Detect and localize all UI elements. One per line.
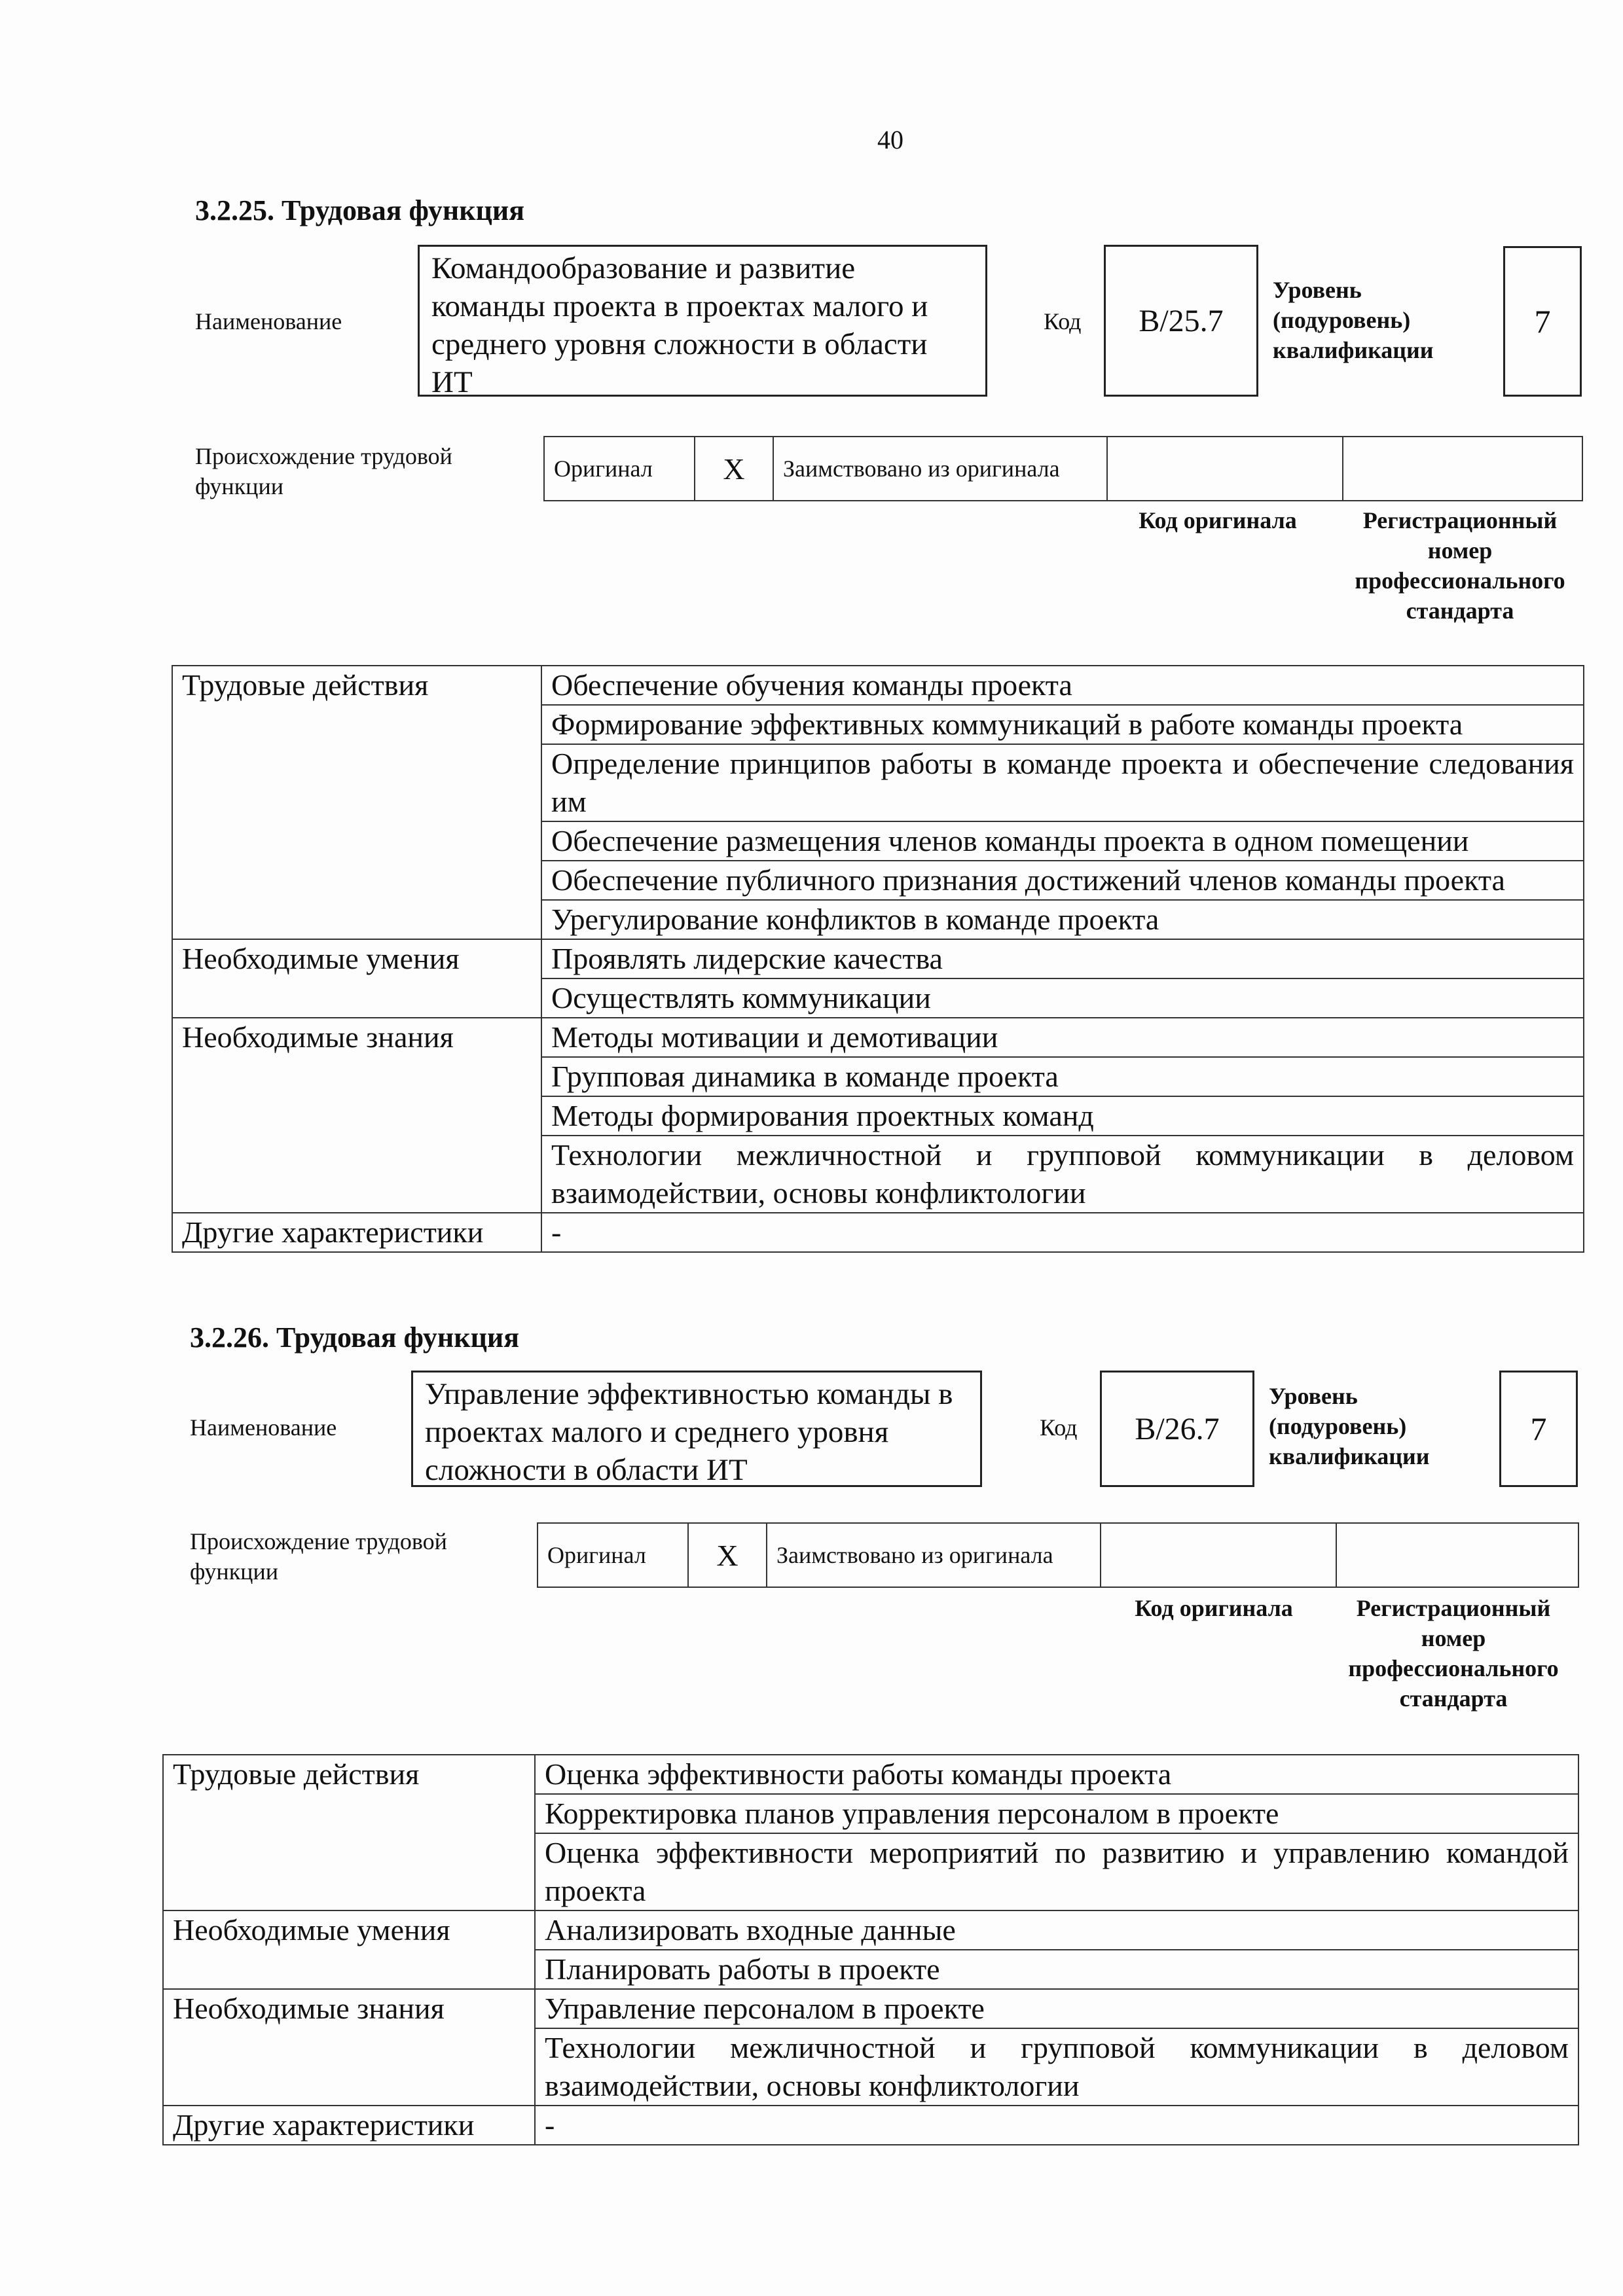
table-row bbox=[163, 2106, 1578, 2145]
section-title: 3.2.26. Трудовая функция bbox=[190, 1321, 520, 1354]
origin-table bbox=[543, 436, 1583, 501]
table-row bbox=[163, 1989, 1578, 2028]
list-item: Проявлять лидерские качества bbox=[541, 939, 1584, 978]
origin-borrowed: Заимствовано из оригинала bbox=[773, 437, 1107, 501]
list-item: Методы формирования проектных команд bbox=[541, 1096, 1584, 1136]
list-item: Технологии межличностной и групповой коммуникации в деловом взаимодействии, основы конфликтологии bbox=[541, 1136, 1584, 1213]
table-row bbox=[172, 666, 1584, 705]
row-header: Необходимые знания bbox=[172, 1018, 541, 1213]
list-item: Формирование эффективных коммуникаций в работе команды проекта bbox=[541, 705, 1584, 744]
origin-mark: X bbox=[695, 437, 773, 501]
level-label: Уровень (подуровень) квалификации bbox=[1269, 1383, 1430, 1469]
code-value: B/25.7 bbox=[1139, 303, 1224, 338]
list-item: Урегулирование конфликтов в команде проекта bbox=[541, 900, 1584, 939]
origin-code-cell bbox=[1107, 437, 1343, 501]
origin-label: Происхождение трудовой функции bbox=[195, 443, 452, 499]
code-original-caption: Код оригинала bbox=[1139, 507, 1297, 533]
table-row bbox=[163, 1910, 1578, 1950]
code-box bbox=[1100, 1371, 1254, 1487]
row-header: Трудовые действия bbox=[172, 666, 541, 939]
level-box bbox=[1499, 1371, 1578, 1487]
origin-code-cell bbox=[1101, 1523, 1336, 1587]
code-label: Код bbox=[1044, 308, 1082, 334]
list-item: Групповая динамика в команде проекта bbox=[541, 1057, 1584, 1096]
row-header: Необходимые умения bbox=[163, 1910, 535, 1989]
list-item: Обеспечение публичного признания достижений членов команды проекта bbox=[541, 861, 1584, 900]
row-header: Трудовые действия bbox=[163, 1755, 535, 1910]
list-item: Обеспечение обучения команды проекта bbox=[541, 666, 1584, 705]
page-number: 40 bbox=[877, 125, 903, 154]
origin-reg-cell bbox=[1336, 1523, 1578, 1587]
code-value: B/26.7 bbox=[1135, 1411, 1220, 1446]
level-value: 7 bbox=[1530, 1410, 1547, 1447]
row-header: Необходимые умения bbox=[172, 939, 541, 1018]
table-row bbox=[172, 1213, 1584, 1252]
function-name: Командообразование и развитие команды проекта в проектах малого и среднего уровня сложности в области ИТ bbox=[431, 251, 928, 399]
row-header: Другие характеристики bbox=[163, 2106, 535, 2145]
function-details-table bbox=[172, 665, 1584, 1253]
list-item: Управление персоналом в проекте bbox=[535, 1989, 1578, 2028]
list-item: Планировать работы в проекте bbox=[535, 1950, 1578, 1989]
list-item: Корректировка планов управления персоналом в проекте bbox=[535, 1794, 1578, 1833]
origin-borrowed: Заимствовано из оригинала bbox=[767, 1523, 1101, 1587]
list-item: Оценка эффективности мероприятий по развитию и управлению командой проекта bbox=[535, 1833, 1578, 1910]
list-item: Осуществлять коммуникации bbox=[541, 978, 1584, 1018]
code-label: Код bbox=[1040, 1414, 1078, 1441]
origin-reg-cell bbox=[1343, 437, 1582, 501]
function-details-table bbox=[162, 1754, 1579, 2145]
code-box bbox=[1104, 245, 1258, 397]
table-row bbox=[172, 1018, 1584, 1057]
table-row bbox=[172, 939, 1584, 978]
table-row bbox=[163, 1755, 1578, 1794]
level-value: 7 bbox=[1534, 303, 1551, 340]
list-item: Оценка эффективности работы команды проекта bbox=[535, 1755, 1578, 1794]
origin-original: Оригинал bbox=[538, 1523, 688, 1587]
list-item: - bbox=[541, 1213, 1584, 1252]
list-item: Определение принципов работы в команде проекта и обеспечение следования им bbox=[541, 744, 1584, 821]
function-name-box bbox=[418, 245, 987, 397]
list-item: - bbox=[535, 2106, 1578, 2145]
level-box bbox=[1503, 246, 1582, 397]
function-name-box bbox=[411, 1371, 982, 1487]
list-item: Технологии межличностной и групповой коммуникации в деловом взаимодействии, основы конфликтологии bbox=[535, 2028, 1578, 2106]
level-label: Уровень (подуровень) квалификации bbox=[1273, 277, 1434, 363]
row-header: Другие характеристики bbox=[172, 1213, 541, 1252]
origin-table bbox=[537, 1522, 1579, 1588]
name-label: Наименование bbox=[195, 308, 342, 334]
reg-number-caption: Регистрационный номер профессионального стандарта bbox=[1355, 507, 1565, 624]
reg-number-caption: Регистрационный номер профессионального стандарта bbox=[1348, 1595, 1559, 1712]
code-original-caption: Код оригинала bbox=[1135, 1595, 1293, 1621]
list-item: Методы мотивации и демотивации bbox=[541, 1018, 1584, 1057]
section-title: 3.2.25. Трудовая функция bbox=[195, 194, 525, 226]
list-item: Обеспечение размещения членов команды проекта в одном помещении bbox=[541, 821, 1584, 861]
row-header: Необходимые знания bbox=[163, 1989, 535, 2106]
list-item: Анализировать входные данные bbox=[535, 1910, 1578, 1950]
origin-original: Оригинал bbox=[544, 437, 695, 501]
origin-mark: X bbox=[688, 1523, 767, 1587]
name-label: Наименование bbox=[190, 1414, 337, 1441]
function-name: Управление эффективностью команды в проектах малого и среднего уровня сложности в области ИТ bbox=[425, 1377, 953, 1487]
origin-label: Происхождение трудовой функции bbox=[190, 1528, 447, 1585]
